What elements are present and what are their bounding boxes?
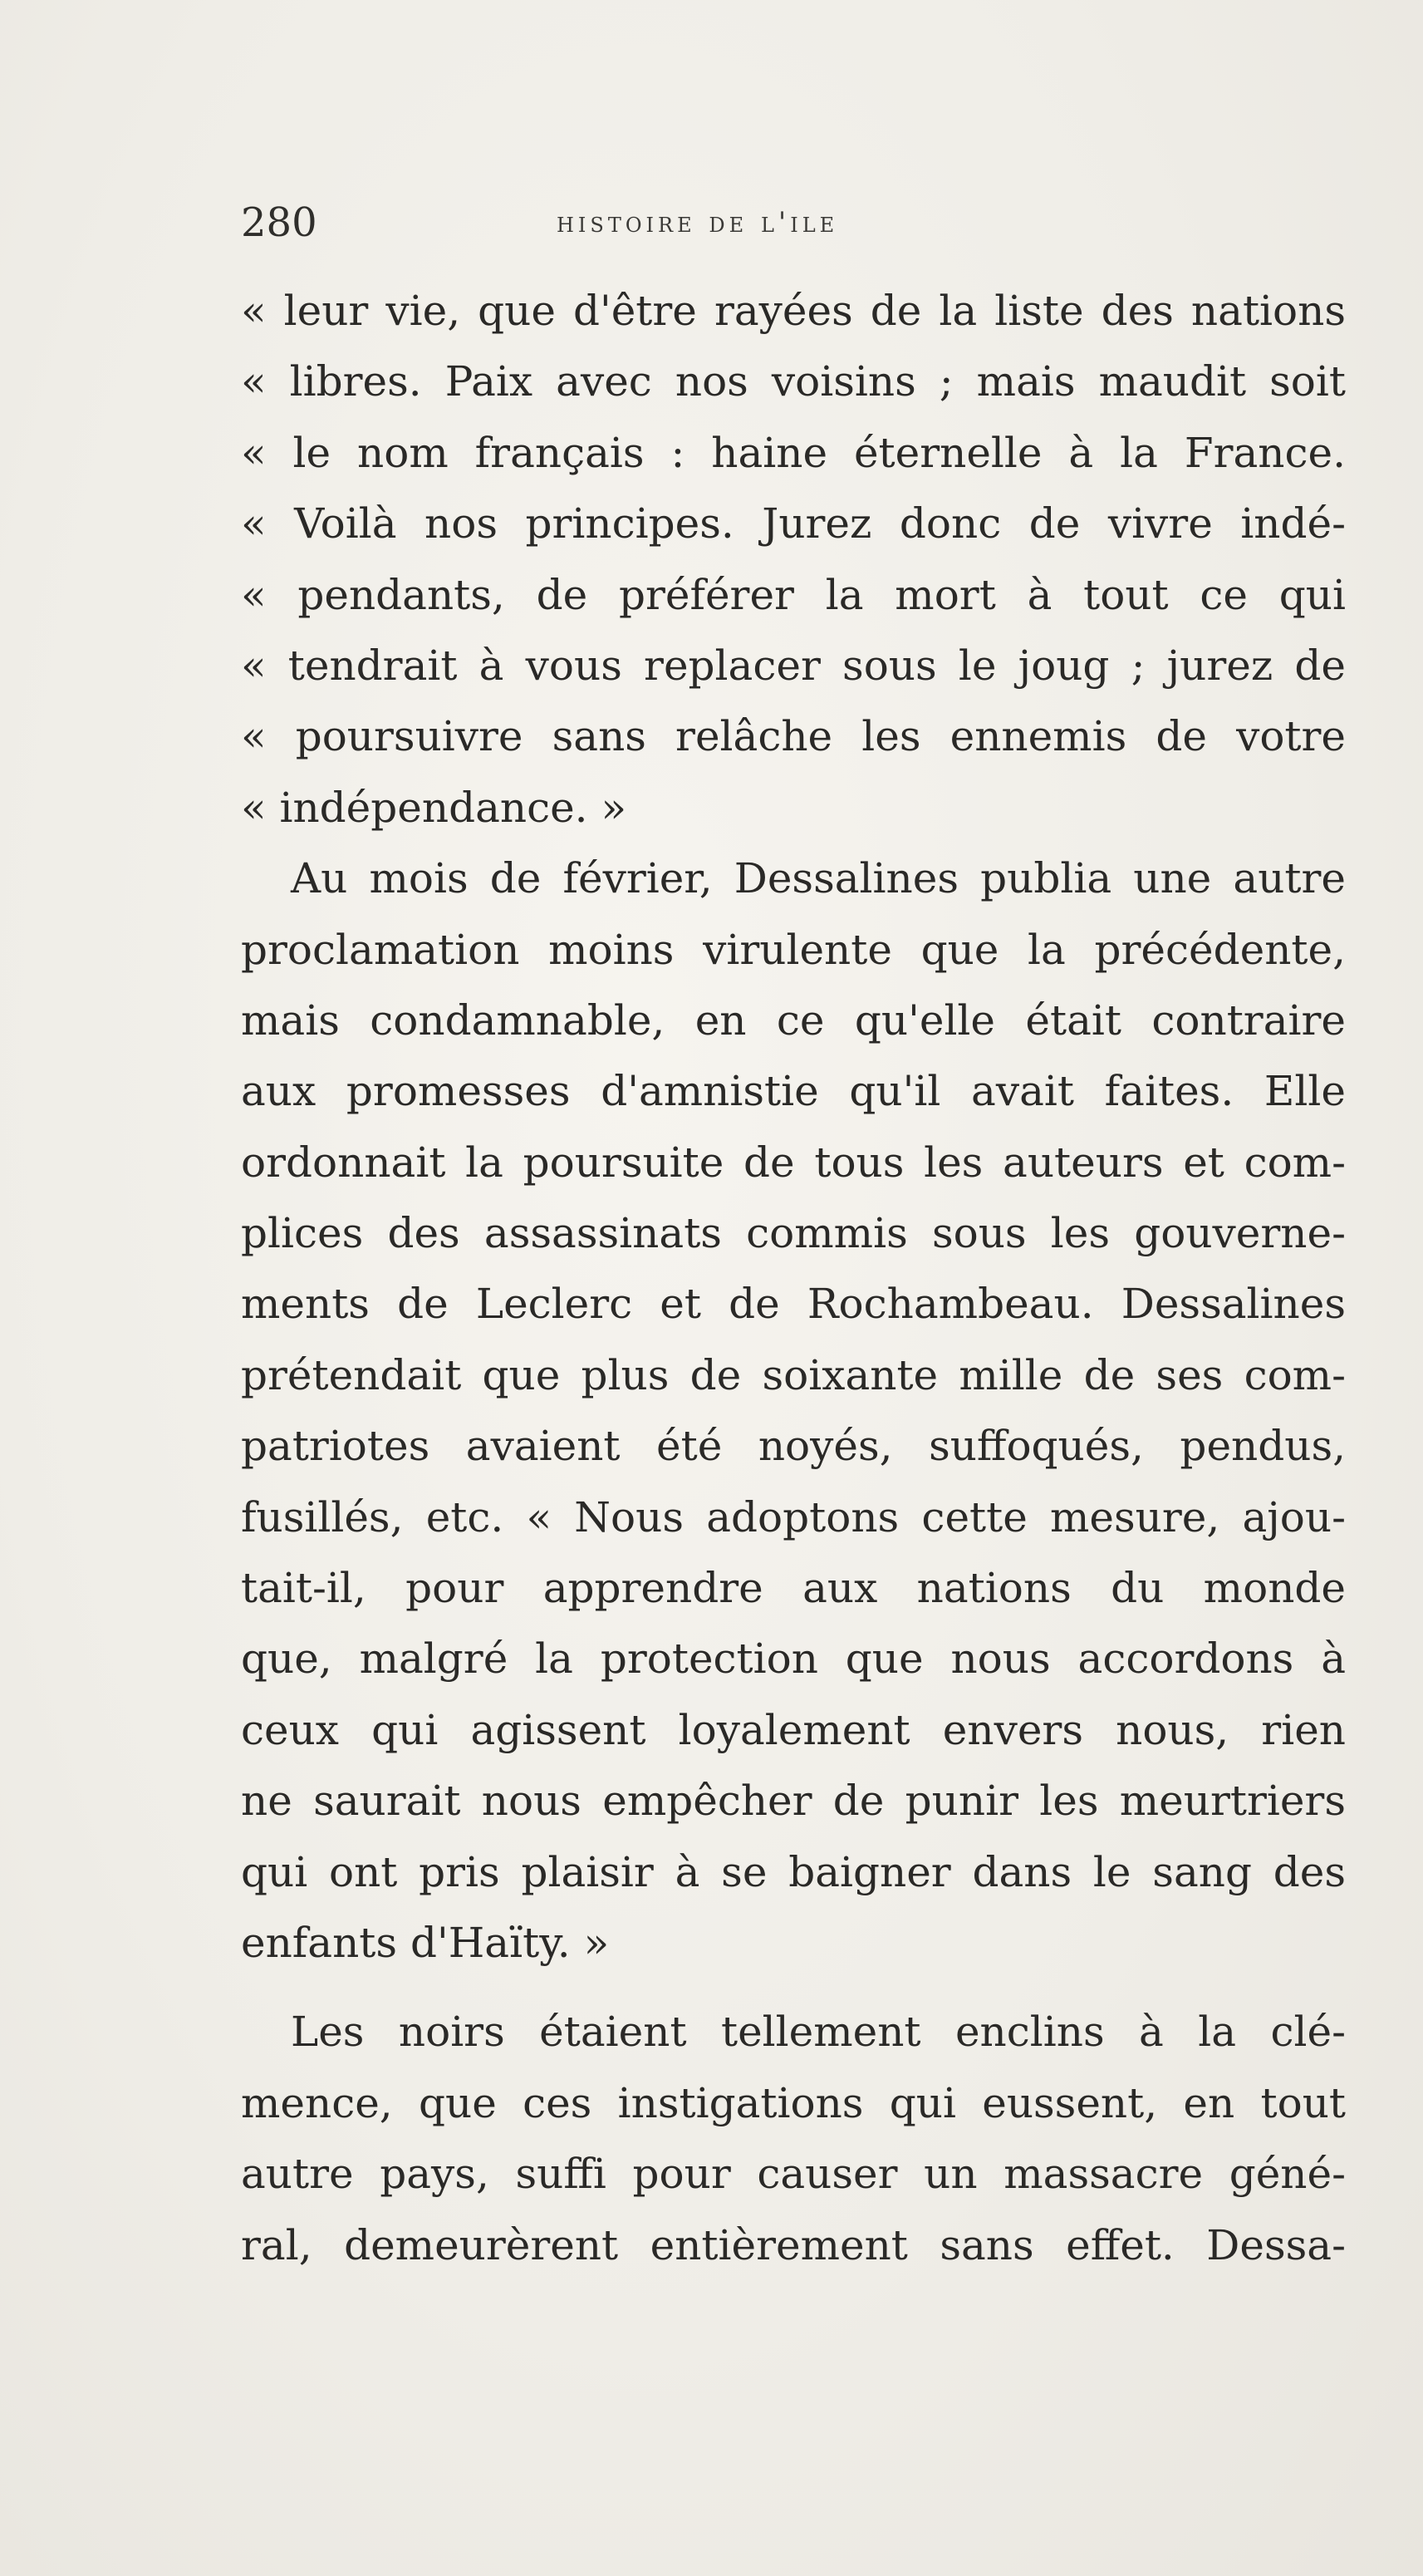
text-line: qui ont pris plaisir à se baigner dans le sang des	[241, 1847, 1346, 1896]
text-line: « le nom français : haine éternelle à la France.	[241, 428, 1346, 477]
running-title: histoire de l'ile	[557, 206, 839, 239]
text-line: mence, que ces instigations qui eussent, en tout	[241, 2078, 1346, 2127]
text-line: prétendait que plus de soixante mille de ses com-	[241, 1350, 1346, 1399]
text-line: « poursuivre sans relâche les ennemis de votre	[241, 712, 1346, 761]
text-line: ne saurait nous empêcher de punir les meurtriers	[241, 1777, 1346, 1826]
text-line: tait-il, pour apprendre aux nations du monde	[241, 1564, 1346, 1613]
paragraph	[241, 843, 1346, 1979]
text-line: autre pays, suffi pour causer un massacre géné-	[241, 2150, 1346, 2199]
text-line: Au mois de février, Dessalines publia une autre	[291, 854, 1346, 903]
text-line: fusillés, etc. « Nous adoptons cette mesure, ajou-	[241, 1492, 1346, 1541]
text-line: « leur vie, que d'être rayées de la liste des nations	[241, 287, 1346, 335]
running-head	[241, 189, 1346, 256]
text-line: « pendants, de préférer la mort à tout ce qui	[241, 570, 1346, 619]
text-line: plices des assassinats commis sous les gouverne-	[241, 1209, 1346, 1258]
text-line: ments de Leclerc et de Rochambeau. Dessalines	[241, 1280, 1346, 1329]
text-line: « tendrait à vous replacer sous le joug ; jurez de	[241, 641, 1346, 690]
paragraph-gap	[241, 1979, 1346, 1997]
text-line: proclamation moins virulente que la précédente,	[241, 925, 1346, 974]
text-line: « libres. Paix avec nos voisins ; mais maudit soit	[241, 357, 1346, 406]
text-line: patriotes avaient été noyés, suffoqués, pendus,	[241, 1422, 1346, 1471]
quotation-block	[241, 276, 1346, 843]
page-number: 280	[241, 199, 317, 246]
text-line: ordonnait la poursuite de tous les auteurs et com-	[241, 1138, 1346, 1187]
text-line: « indépendance. »	[241, 783, 627, 832]
text-line: que, malgré la protection que nous accordons à	[241, 1635, 1346, 1684]
text-line: ral, demeurèrent entièrement sans effet. Dessa-	[241, 2220, 1346, 2269]
text-line: ceux qui agissent loyalement envers nous, rien	[241, 1705, 1346, 1754]
paragraph	[241, 1997, 1346, 2281]
text-line: Les noirs étaient tellement enclins à la clé-	[291, 2008, 1346, 2057]
text-line: mais condamnable, en ce qu'elle était contraire	[241, 995, 1346, 1045]
body-text	[241, 276, 1346, 2281]
text-line: aux promesses d'amnistie qu'il avait faites. Elle	[241, 1067, 1346, 1116]
text-line: « Voilà nos principes. Jurez donc de vivre indé-	[241, 499, 1346, 548]
text-line: enfants d'Haïty. »	[241, 1918, 610, 1967]
